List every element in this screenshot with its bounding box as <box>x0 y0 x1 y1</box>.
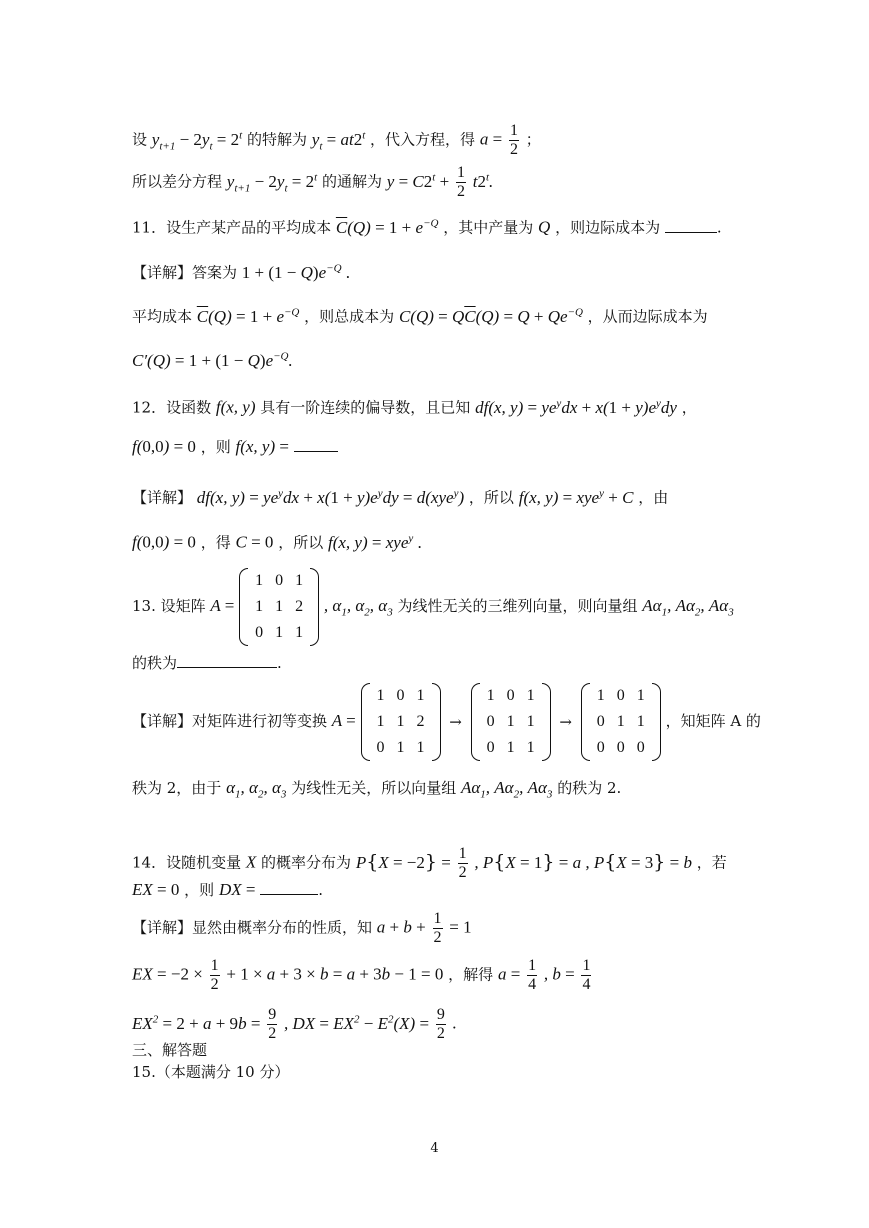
answer-blank <box>177 653 277 668</box>
arrow-icon: → <box>559 713 572 731</box>
question-13: 13. 设矩阵 A = 1 0 1 1 1 2 0 1 1 , $\alpha_1$, $\alpha_2$, $\alpha_3$ 为线性无关的三维列向量，则向量组 $A\alpha_1$, $A\alpha_2$, $A\alpha_3$ <box>132 568 734 646</box>
matrix-step-2: 1 0 1 0 1 1 0 0 0 <box>581 683 661 761</box>
answer-blank <box>260 880 318 895</box>
section-3-heading: 三、解答题 <box>132 1041 208 1059</box>
answer-blank <box>294 437 338 452</box>
fraction: $\frac{9}{2}$ <box>268 1006 277 1042</box>
line-particular-solution: 设 $y_{t+1} - 2y_t = 2^t$ 的特解为 $y_t = at2^t$ ，代入方程，得 a = $\frac{1}{2}$ ； <box>132 122 541 158</box>
matrix-a: 1 0 1 1 1 2 0 1 1 <box>239 568 319 646</box>
line-general-solution: 所以差分方程 $y_{t+1} - 2y_t = 2^t$ 的通解为 $y = C2^t$ + $\frac{1}{2}$ t2$^t$. <box>132 164 494 200</box>
fraction: $\frac{1}{2}$ <box>210 957 219 993</box>
question-11: 11．设生产某产品的平均成本 $\overline{C}(Q) = 1 + e^{-Q}$ ，其中产量为 Q ，则边际成本为 . <box>132 217 722 237</box>
answer-13: 【详解】对矩阵进行初等变换 A = 1 0 1 1 1 2 0 1 1 → 1 0 1 0 1 1 0 1 1 → 1 0 1 0 1 1 0 0 0 ，知矩阵 A 的 <box>132 683 761 761</box>
page-number: 4 <box>430 1141 439 1156</box>
question-13-cont: 的秩为 . <box>132 654 282 672</box>
fraction: $\frac{1}{2}$ <box>456 164 465 200</box>
answer-13-cont: 秩为 2，由于 $\alpha_1$, $\alpha_2$, $\alpha_3$ 为线性无关，所以向量组 $A\alpha_1$, $A\alpha_2$, $A\alpha_3$ 的秩为 2. <box>132 778 622 801</box>
question-15: 15.（本题满分 10 分） <box>132 1063 290 1081</box>
fraction: $\frac{1}{4}$ <box>582 957 591 993</box>
fraction: $\frac{1}{4}$ <box>528 957 537 993</box>
math-inline: $y_{t+1} - 2y_t = 2^t$ <box>151 128 243 152</box>
fraction: $\frac{9}{2}$ <box>436 1006 445 1042</box>
question-12-cont: f(0,0) = 0 ，则 f(x, y) = <box>132 437 338 457</box>
explanation-11-result: $C'(Q) = 1 + (1 - Q)e^{-Q}$. <box>132 350 293 370</box>
answer-12-cont: f(0,0) = 0 ，得 C = 0 ，所以 f(x, y) = xye$^y$ . <box>132 532 422 552</box>
fraction: $\frac{1}{2}$ <box>458 845 467 881</box>
matrix-a: 1 0 1 1 1 2 0 1 1 <box>361 683 441 761</box>
matrix-step-1: 1 0 1 0 1 1 0 1 1 <box>471 683 551 761</box>
answer-14-ex: EX = −2 × $\frac{1}{2}$ + 1 × a + 3 × b = a + 3b − 1 = 0 ，解得 a = $\frac{1}{4}$ , b = $\frac{1}{4}$ <box>132 957 591 993</box>
question-12: 12．设函数 f(x, y) 具有一阶连续的偏导数，且已知 df(x, $y) = ye^ydx + x(1 + y)e^ydy$ ， <box>132 397 697 417</box>
question-14: 14．设随机变量 X 的概率分布为 P{X = −2} = $\frac{1}{2}$ , P{X = 1} = a , P{X = 3} = b ，若 <box>132 845 727 881</box>
answer-11: 【详解】答案为 $1 + (1 - Q)e^{-Q}$ . <box>132 262 351 282</box>
answer-12: 【详解】 df(x, $y) = ye^ydx + x(1 + y)e^ydy = d(xye^y)$ ，所以 f(x, y) = xye$^y$ + C ，由 <box>132 487 669 507</box>
answer-14-dx: $EX^2 = 2 + a + 9b$ = $\frac{9}{2}$ , DX = $EX^2 - E^2(X)$ = $\frac{9}{2}$ . <box>132 1006 457 1042</box>
fraction: $\frac{1}{2}$ <box>509 122 518 158</box>
explanation-11: 平均成本 $\overline{C}(Q) = 1 + e^{-Q}$ ，则总成本为 $C(Q) = Q\overline{C}(Q) = Q + Qe^{-Q}$ ，从而边际成本为 <box>132 306 708 326</box>
answer-14: 【详解】显然由概率分布的性质，知 a + b + $\frac{1}{2}$ = 1 <box>132 910 472 946</box>
fraction: $\frac{1}{2}$ <box>433 910 442 946</box>
arrow-icon: → <box>449 713 462 731</box>
question-14-cont: EX = 0 ，则 DX = . <box>132 880 324 899</box>
answer-blank <box>665 218 717 233</box>
